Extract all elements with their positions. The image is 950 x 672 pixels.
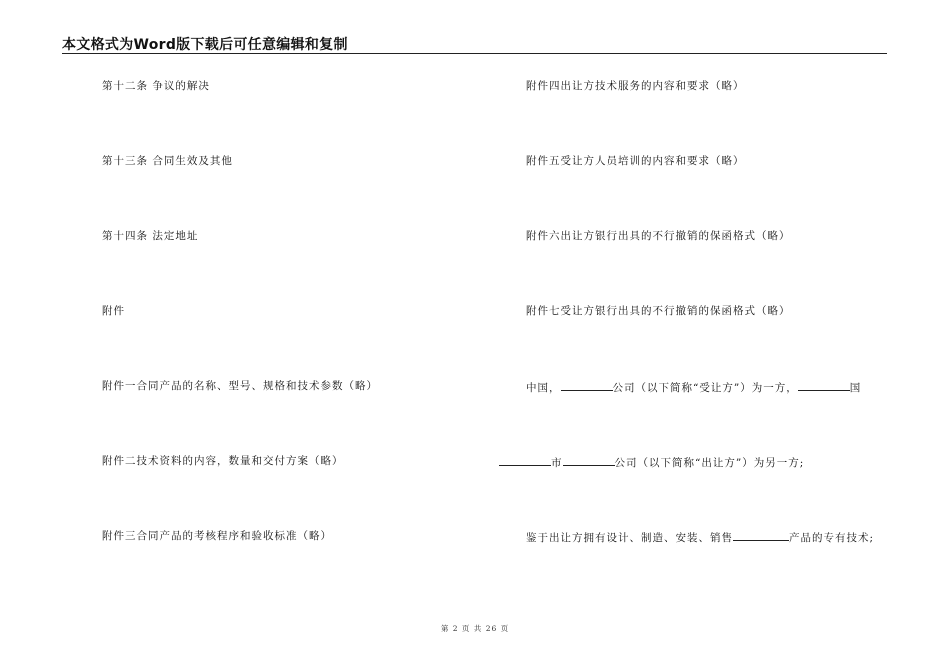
recital-line: [526, 529, 874, 545]
attachment-2: 附件二技术资料的内容，数量和交付方案（略）: [102, 455, 344, 467]
party-a-line: [526, 379, 861, 395]
attachment-6: 附件六出让方银行出具的不行撤销的保函格式（略）: [526, 230, 791, 242]
attachment-3: 附件三合同产品的考核程序和验收标准（略）: [102, 530, 332, 542]
attachment-5: 附件五受让方人员培训的内容和要求（略）: [526, 155, 745, 167]
attachment-1: 附件一合同产品的名称、型号、规格和技术参数（略）: [102, 380, 378, 392]
party-b-city-blank: [499, 454, 551, 466]
recital-text-end: 产品的专有技术;: [789, 532, 875, 544]
party-a-description: 公司（以下简称“受让方”）为一方，: [612, 382, 798, 394]
page-total-number: 26: [485, 624, 498, 633]
clause-12-heading: 第十二条 争议的解决: [102, 80, 210, 92]
party-b-company-blank: [563, 454, 615, 466]
document-header-title: 本文格式为Word版下载后可任意编辑和复制: [62, 37, 348, 53]
recital-text-start: 鉴于出让方拥有设计、制造、安装、销售: [526, 532, 733, 544]
clause-13-heading: 第十三条 合同生效及其他: [102, 155, 233, 167]
party-b-description: 公司（以下简称“出让方”）为另一方;: [614, 457, 805, 469]
party-a-company-blank: [561, 379, 613, 391]
page-label-mid: 页 共: [461, 624, 483, 633]
attachment-4: 附件四出让方技术服务的内容和要求（略）: [526, 80, 745, 92]
party-b-country-blank: [798, 379, 850, 391]
party-b-line: [499, 454, 804, 470]
page-label-post: 页: [500, 624, 510, 633]
page-label-pre: 第: [440, 624, 450, 633]
party-a-country: 中国，: [526, 382, 561, 394]
page-current-number: 2: [452, 624, 459, 633]
header-divider: [62, 53, 887, 54]
page-footer: [0, 623, 950, 634]
party-b-country-suffix: 国: [849, 382, 862, 394]
clause-14-heading: 第十四条 法定地址: [102, 230, 199, 242]
attachments-heading: 附件: [102, 305, 125, 317]
attachment-7: 附件七受让方银行出具的不行撤销的保函格式（略）: [526, 305, 791, 317]
party-b-city-suffix: 市: [551, 457, 563, 469]
product-name-blank: [733, 529, 789, 541]
